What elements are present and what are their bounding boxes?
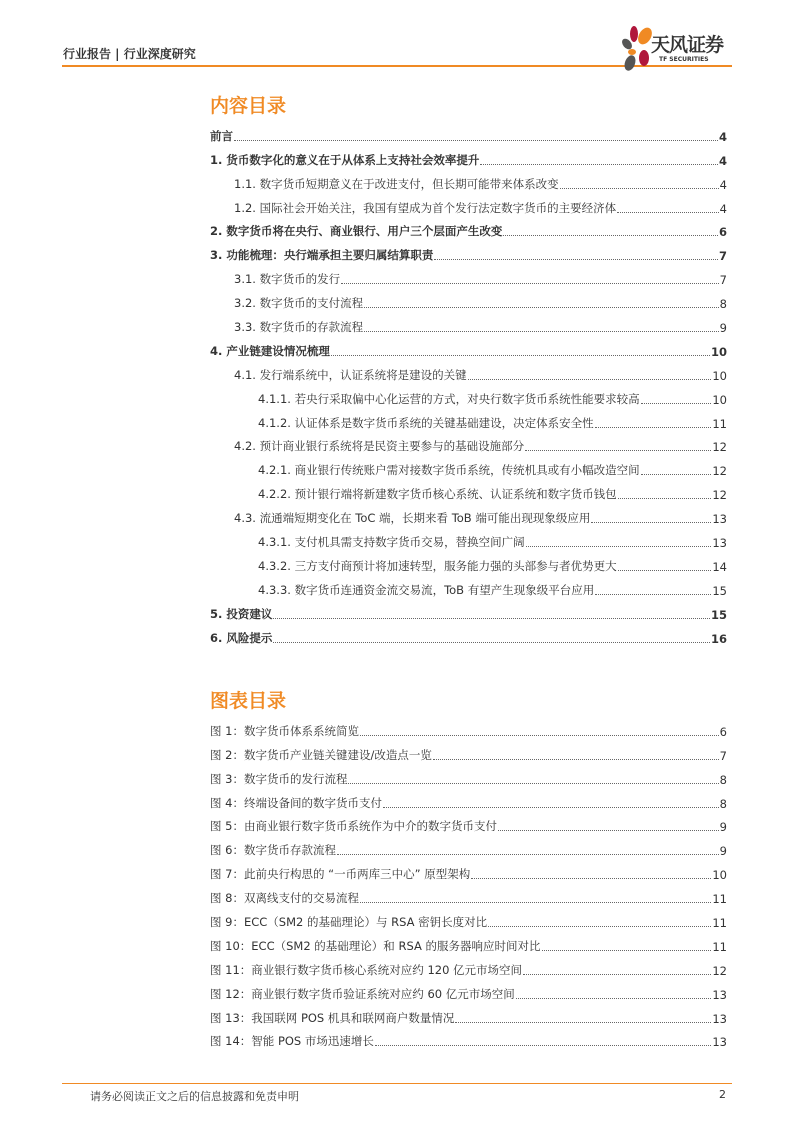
dot-leader — [383, 806, 719, 808]
entry-label: 图 2：数字货币产业链关键建设/改造点一览 — [210, 747, 432, 762]
dot-leader — [455, 1021, 711, 1023]
figure-entry[interactable] — [210, 858, 727, 882]
entry-page: 10 — [712, 368, 727, 383]
entry-page: 13 — [712, 1035, 727, 1050]
toc-entry[interactable] — [210, 239, 727, 263]
toc-entry[interactable] — [210, 311, 727, 335]
dot-leader — [337, 853, 719, 855]
entry-label: 3.1. 数字货币的发行 — [234, 272, 341, 287]
toc-entry[interactable] — [210, 598, 727, 622]
entry-page: 9 — [719, 321, 727, 336]
entry-label: 图 13：我国联网 POS 机具和联网商户数量情况 — [210, 1010, 455, 1025]
entry-label: 4.1.2. 认证体系是数字货币系统的关键基础建设，决定体系安全性 — [258, 415, 594, 430]
toc-entry[interactable] — [210, 120, 727, 144]
entry-page: 16 — [710, 631, 727, 646]
entry-page: 13 — [712, 536, 727, 551]
entry-page: 10 — [712, 868, 727, 883]
entry-label: 图 1：数字货币体系系统简览 — [210, 723, 359, 738]
entry-label: 2. 数字货币将在央行、商业银行、用户三个层面产生改变 — [210, 224, 503, 239]
toc-entry[interactable] — [210, 216, 727, 240]
entry-page: 11 — [712, 916, 727, 931]
dot-leader — [595, 593, 711, 595]
toc-entry[interactable] — [210, 144, 727, 168]
dot-leader — [348, 782, 718, 784]
toc-entry[interactable] — [210, 168, 727, 192]
dot-leader — [273, 641, 710, 643]
figure-entry[interactable] — [210, 715, 727, 739]
entry-label: 3.3. 数字货币的存款流程 — [234, 320, 364, 335]
toc-entry[interactable] — [210, 526, 727, 550]
entry-page: 7 — [718, 249, 727, 264]
figure-entry[interactable] — [210, 811, 727, 835]
dot-leader — [525, 449, 711, 451]
figure-entry[interactable] — [210, 1026, 727, 1050]
entry-label: 4.1. 发行端系统中，认证系统将是建设的关键 — [234, 367, 467, 382]
entry-label: 图 3：数字货币的发行流程 — [210, 771, 348, 786]
list-of-figures — [210, 715, 727, 1049]
figure-entry[interactable] — [210, 834, 727, 858]
dot-leader — [618, 569, 712, 571]
entry-page: 8 — [719, 297, 727, 312]
logo-text-cn: 天风证券 — [651, 34, 724, 56]
entry-label: 图 6：数字货币存款流程 — [210, 843, 336, 858]
toc-entry[interactable] — [210, 192, 727, 216]
entry-label: 3.2. 数字货币的支付流程 — [234, 296, 364, 311]
toc-entry[interactable] — [210, 431, 727, 455]
entry-page: 7 — [719, 748, 727, 763]
entry-label: 图 14：智能 POS 市场迅速增长 — [210, 1034, 374, 1049]
entry-label: 4.2.1. 商业银行传统账户需对接数字货币系统，传统机具或有小幅改造空间 — [258, 463, 640, 478]
figure-entry[interactable] — [210, 763, 727, 787]
entry-label: 4.2.2. 预计银行端将新建数字货币核心系统、认证系统和数字货币钱包 — [258, 487, 617, 502]
entry-page: 6 — [719, 724, 727, 739]
toc-entry[interactable] — [210, 287, 727, 311]
entry-label: 图 12：商业银行数字货币验证系统对应约 60 亿元市场空间 — [210, 986, 515, 1001]
entry-page: 8 — [719, 772, 727, 787]
entry-label: 4.1.1. 若央行采取偏中心化运营的方式，对央行数字货币系统性能要求较高 — [258, 391, 640, 406]
figure-entry[interactable] — [210, 1002, 727, 1026]
entry-label: 图 11：商业银行数字货币核心系统对应约 120 亿元市场空间 — [210, 962, 523, 977]
entry-label: 4. 产业链建设情况梳理 — [210, 343, 330, 358]
dot-leader — [618, 497, 712, 499]
footer-disclaimer: 请务必阅读正文之后的信息披露和免责申明 — [90, 1090, 299, 1103]
dot-leader — [542, 949, 712, 951]
entry-page: 9 — [719, 820, 727, 835]
entry-page: 7 — [719, 273, 727, 288]
toc-entry[interactable] — [210, 383, 727, 407]
footer-divider — [62, 1083, 732, 1084]
entry-page: 4 — [718, 153, 727, 168]
entry-label: 1.2. 国际社会开始关注，我国有望成为首个发行法定数字货币的主要经济体 — [234, 200, 617, 215]
entry-label: 4.2. 预计商业银行系统将是民资主要参与的基础设施部分 — [234, 439, 525, 454]
entry-page: 12 — [712, 488, 727, 503]
toc-entry[interactable] — [210, 502, 727, 526]
figure-entry[interactable] — [210, 739, 727, 763]
toc-entry[interactable] — [210, 550, 727, 574]
dot-leader — [516, 997, 712, 999]
entry-label: 图 10：ECC（SM2 的基础理论）和 RSA 的服务器响应时间对比 — [210, 938, 541, 953]
figure-entry[interactable] — [210, 882, 727, 906]
figure-entry[interactable] — [210, 954, 727, 978]
toc-entry[interactable] — [210, 263, 727, 287]
dot-leader — [488, 925, 711, 927]
dot-leader — [591, 521, 711, 523]
entry-page: 6 — [718, 225, 727, 240]
entry-label: 4.3.1. 支付机具需支持数字货币交易，替换空间广阔 — [258, 535, 525, 550]
table-of-contents — [210, 120, 727, 646]
figure-entry[interactable] — [210, 787, 727, 811]
entry-label: 3. 功能梳理：央行端承担主要归属结算职责 — [210, 248, 434, 263]
header-report-type: 行业报告 | 行业深度研究 — [63, 47, 196, 61]
entry-page: 8 — [719, 796, 727, 811]
entry-page: 11 — [712, 416, 727, 431]
toc-entry[interactable] — [210, 478, 727, 502]
entry-label: 5. 投资建议 — [210, 606, 273, 621]
dot-leader — [341, 282, 719, 284]
figure-entry[interactable] — [210, 978, 727, 1002]
dot-leader — [523, 973, 711, 975]
entry-page: 10 — [712, 392, 727, 407]
entry-page: 10 — [710, 344, 727, 359]
dot-leader — [503, 234, 718, 236]
dot-leader — [434, 258, 718, 260]
dot-leader — [234, 139, 718, 141]
dot-leader — [331, 354, 710, 356]
toc-entry[interactable] — [210, 454, 727, 478]
dot-leader — [273, 617, 710, 619]
entry-page: 4 — [719, 177, 727, 192]
entry-label: 1. 货币数字化的意义在于从体系上支持社会效率提升 — [210, 152, 480, 167]
figures-title: 图表目录 — [210, 690, 287, 712]
entry-page: 9 — [719, 844, 727, 859]
dot-leader — [468, 378, 712, 380]
entry-label: 图 7：此前央行构思的 “一币两库三中心” 原型架构 — [210, 867, 471, 882]
dot-leader — [560, 187, 719, 189]
dot-leader — [526, 545, 712, 547]
entry-page: 11 — [712, 892, 727, 907]
entry-page: 13 — [712, 512, 727, 527]
dot-leader — [433, 758, 719, 760]
entry-label: 4.3. 流通端短期变化在 ToC 端，长期来看 ToB 端可能出现现象级应用 — [234, 511, 591, 526]
entry-page: 12 — [712, 440, 727, 455]
entry-page: 15 — [712, 583, 727, 598]
entry-page: 13 — [712, 987, 727, 1002]
entry-label: 图 5：由商业银行数字货币系统作为中介的数字货币支付 — [210, 819, 497, 834]
toc-entry[interactable] — [210, 407, 727, 431]
toc-entry[interactable] — [210, 359, 727, 383]
dot-leader — [595, 426, 712, 428]
toc-title: 内容目录 — [210, 95, 287, 117]
entry-page: 4 — [719, 201, 727, 216]
dot-leader — [360, 734, 719, 736]
dot-leader — [471, 877, 711, 879]
entry-label: 4.3.3. 数字货币连通资金流交易流，ToB 有望产生现象级平台应用 — [258, 582, 595, 597]
entry-page: 13 — [712, 1011, 727, 1026]
entry-label: 1.1. 数字货币短期意义在于改进支付，但长期可能带来体系改变 — [234, 176, 559, 191]
dot-leader — [617, 211, 719, 213]
dot-leader — [360, 901, 711, 903]
entry-page: 11 — [712, 939, 727, 954]
entry-page: 12 — [712, 963, 727, 978]
entry-label: 前言 — [210, 128, 233, 143]
dot-leader — [480, 163, 718, 165]
entry-page: 14 — [712, 559, 727, 574]
entry-label: 4.3.2. 三方支付商预计将加速转型，服务能力强的头部参与者优势更大 — [258, 558, 617, 573]
page-number: 2 — [719, 1088, 726, 1101]
toc-entry[interactable] — [210, 335, 727, 359]
logo-text-en: TF SECURITIES — [659, 56, 709, 63]
toc-entry[interactable] — [210, 574, 727, 598]
entry-page: 12 — [712, 464, 727, 479]
dot-leader — [641, 473, 712, 475]
dot-leader — [498, 829, 719, 831]
figure-entry[interactable] — [210, 906, 727, 930]
dot-leader — [641, 402, 712, 404]
figure-entry[interactable] — [210, 930, 727, 954]
dot-leader — [364, 330, 719, 332]
entry-label: 图 4：终端设备间的数字货币支付 — [210, 795, 382, 810]
entry-label: 图 9：ECC（SM2 的基础理论）与 RSA 密钥长度对比 — [210, 915, 488, 930]
entry-page: 4 — [718, 129, 727, 144]
dot-leader — [375, 1044, 711, 1046]
toc-entry[interactable] — [210, 622, 727, 646]
entry-page: 15 — [710, 607, 727, 622]
entry-label: 6. 风险提示 — [210, 630, 273, 645]
entry-label: 图 8：双离线支付的交易流程 — [210, 891, 359, 906]
dot-leader — [364, 306, 719, 308]
